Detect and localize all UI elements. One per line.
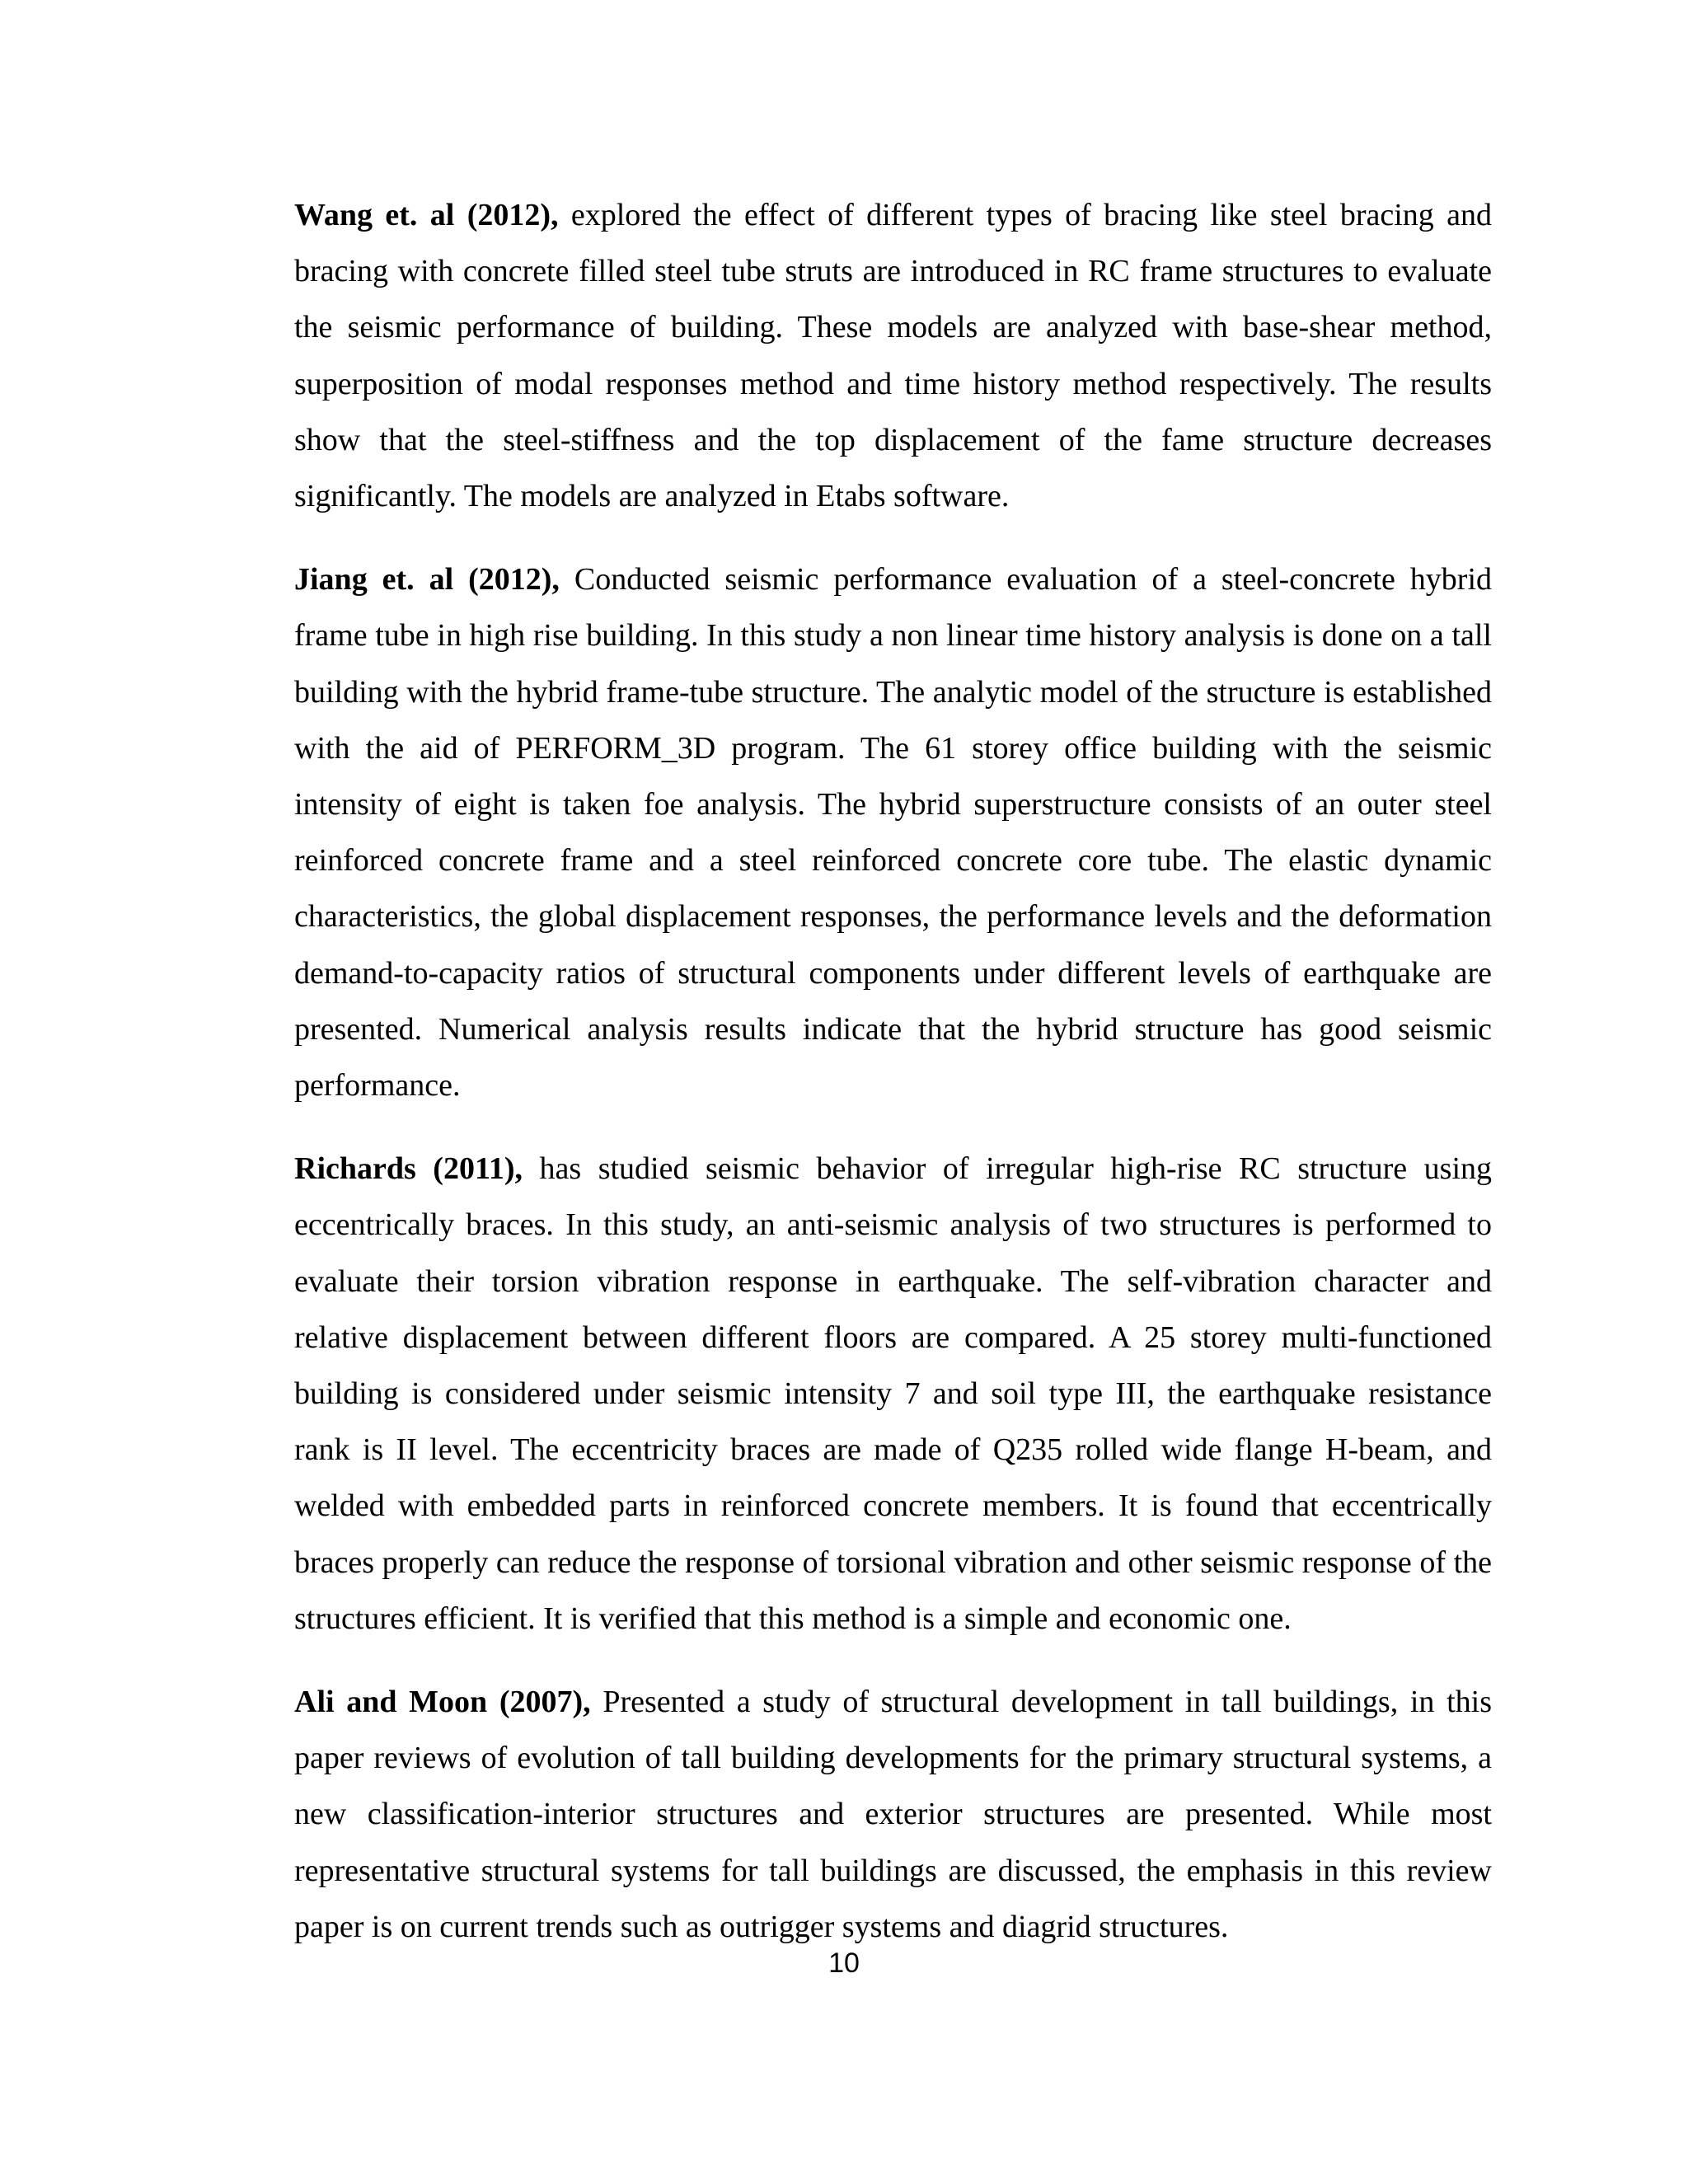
page-number: 10 [828,1947,860,1979]
paragraph-text: explored the effect of different types of bracing like steel bracing and bracing with concrete filled steel tube struts are introduced in RC frame structures to evaluate the seismic performance of building. These models are analyzed with base-shear method, superposition of modal responses method and time history method respectively. The results show that the steel-stiffness and the top displacement of the fame structure decreases significantly. The models are analyzed in Etabs software. [294,198,1492,514]
paragraph-text: Conducted seismic performance evaluation of a steel-concrete hybrid frame tube in high rise building. In this study a non linear time history analysis is done on a tall building with the hybrid frame-tube structure. The analytic model of the structure is established with the aid of PERFORM_3D program. The 61 storey office building with the seismic intensity of eight is taken foe analysis. The hybrid superstructure consists of an outer steel reinforced concrete frame and a steel reinforced concrete core tube. The elastic dynamic characteristics, the global displacement responses, the performance levels and the deformation demand-to-capacity ratios of structural components under different levels of earthquake are presented. Numerical analysis results indicate that the hybrid structure has good seismic performance. [294,562,1493,1104]
paragraph-wang-2012 [294,187,1492,524]
citation-lead: Jiang et. al (2012), [294,562,560,598]
citation-lead: Richards (2011), [294,1151,523,1187]
paragraph-text: Presented a study of structural development in tall buildings, in this paper reviews of evolution of tall building developments for the primary structural systems, a new classification-interior structures and exterior structures are presented. While most representative structural systems for tall buildings are discussed, the emphasis in this review paper is on current trends such as outrigger systems and diagrid structures. [294,1685,1493,1944]
paragraph-ali-moon-2007 [294,1674,1492,1955]
page-body [294,187,1492,1955]
citation-lead: Wang et. al (2012), [294,198,559,232]
paragraph-jiang-2012 [294,551,1492,1113]
paragraph-text: has studied seismic behavior of irregular high-rise RC structure using eccentrically braces. In this study, an anti-seismic analysis of two structures is performed to evaluate their torsion vibration response in earthquake. The self-vibration character and relative displacement between different floors are compared. A 25 storey multi-functioned building is considered under seismic intensity 7 and soil type III, the earthquake resistance rank is II level. The eccentricity braces are made of Q235 rolled wide flange H-beam, and welded with embedded parts in reinforced concrete members. It is found that eccentrically braces properly can reduce the response of torsional vibration and other seismic response of the structures efficient. It is verified that this method is a simple and economic one. [294,1151,1493,1636]
citation-lead: Ali and Moon (2007), [294,1685,591,1720]
paragraph-richards-2011 [294,1141,1492,1647]
